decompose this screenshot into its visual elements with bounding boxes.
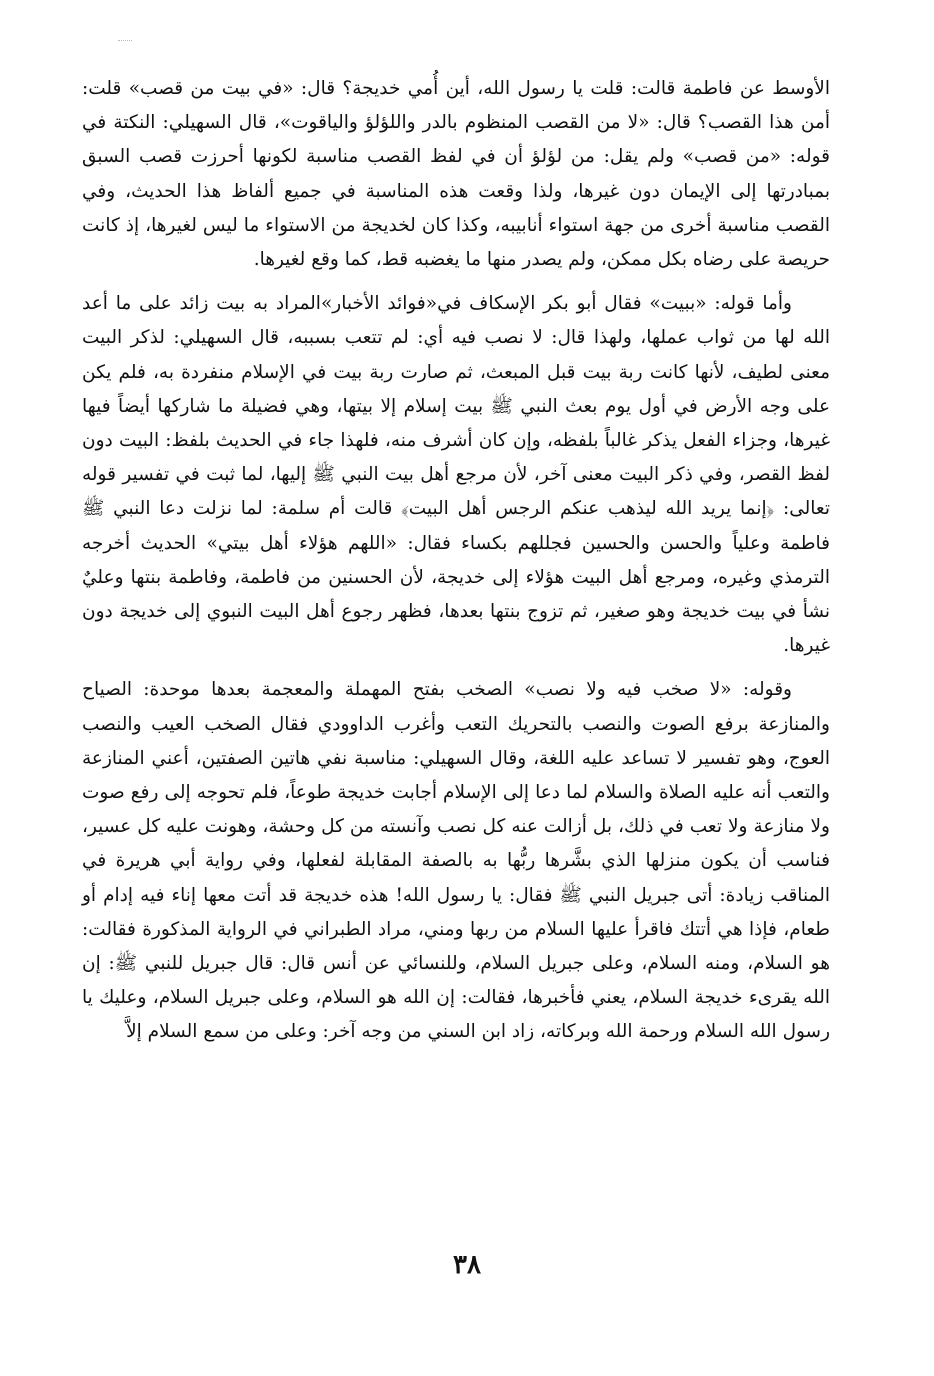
paragraph-3: وقوله: «لا صخب فيه ولا نصب» الصخب بفتح المهملة والمعجمة بعدها موحدة: الصياح والمنازعة برفع الصوت والنصب بالتحريك التعب وأغرب الداوودي فقال الصخب العيب والنصب العوج، وهو تفسير لا تساعد عليه اللغة، وقال السهيلي: مناسبة نفي هاتين الصفتين، أعني المنازعة والتعب أنه عليه الصلاة والسلام لما دعا إلى الإسلام أجابت خديجة طوعاً، فلم تحوجه إلى رفع صوت ولا منازعة ولا تعب في ذلك، بل أزالت عنه كل نصب وآنسته من كل وحشة، وهونت عليه كل عسير، فناسب أن يكون منزلها الذي بشَّرها ربُّها به بالصفة المقابلة لفعلها، وفي رواية أبي هريرة في المناقب زيادة: أتى جبريل النبي ﷺ فقال: يا رسول الله! هذه خديجة قد أتت معها إناء فيه إدام أو طعام، فإذا هي أتتك فاقرأ عليها السلام من ربها ومني، مراد الطبراني في الرواية المذكورة فقالت: هو السلام، ومنه السلام، وعلى جبريل السلام، وللنسائي عن أنس قال: قال جبريل للنبي ﷺ: إن الله يقرىء خديجة السلام، يعني فأخبرها، فقالت: إن الله هو السلام، وعلى جبريل السلام، وعليك يا رسول الله السلام ورحمة الله وبركاته، زاد ابن السني من وجه آخر: وعلى من سمع السلام إلاَّ <box>82 679 830 1043</box>
scan-mark <box>118 40 132 44</box>
body-text <box>82 72 830 1050</box>
paragraph-2: وأما قوله: «ببيت» فقال أبو بكر الإسكاف في«فوائد الأخبار»المراد به بيت زائد على ما أعد الله لها من ثواب عملها، ولهذا قال: لا نصب فيه أي: لم تتعب بسببه، قال السهيلي: لذكر البيت معنى لطيف، لأنها كانت ربة بيت قبل المبعث، ثم صارت ربة بيت في الإسلام منفردة به، فلم يكن على وجه الأرض في أول يوم بعث النبي ﷺ بيت إسلام إلا بيتها، وهي فضيلة ما شاركها أيضاً فيها غيرها، وجزاء الفعل يذكر غالباً بلفظه، وإن كان أشرف منه، فلهذا جاء في الحديث بلفظ: البيت دون لفظ القصر، وفي ذكر البيت معنى آخر، لأن مرجع أهل بيت النبي ﷺ إليها، لما ثبت في تفسير قوله تعالى: ﴿إنما يريد الله ليذهب عنكم الرجس أهل البيت﴾ قالت أم سلمة: لما نزلت دعا النبي ﷺ فاطمة وعلياً والحسن والحسين فجللهم بكساء فقال: «اللهم هؤلاء أهل بيتي» الحديث أخرجه الترمذي وغيره، ومرجع أهل البيت هؤلاء إلى خديجة، لأن الحسنين من فاطمة، وفاطمة بنتها وعليٌ نشأ في بيت خديجة وهو صغير، ثم تزوج بنتها بعدها، فظهر رجوع أهل البيت النبوي إلى خديجة دون غيرها. <box>82 293 830 657</box>
paragraph-1: الأوسط عن فاطمة قالت: قلت يا رسول الله، أين أُمي خديجة؟ قال: «في بيت من قصب» قلت: أمن هذا القصب؟ قال: «لا من القصب المنظوم بالدر واللؤلؤ والياقوت»، قال السهيلي: النكتة في قوله: «من قصب» ولم يقل: من لؤلؤ أن في لفظ القصب مناسبة لكونها أحرزت قصب السبق بمبادرتها إلى الإيمان دون غيرها، ولذا وقعت هذه المناسبة في جميع ألفاظ هذا الحديث، وفي القصب مناسبة أخرى من جهة استواء أنابيبه، وكذا كان لخديجة من الاستواء ما ليس لغيرها، إذ كانت حريصة على رضاه بكل ممكن، ولم يصدر منها ما يغضبه قط، كما وقع لغيرها. <box>82 78 830 271</box>
page-number: ٣٨ <box>453 1250 481 1280</box>
